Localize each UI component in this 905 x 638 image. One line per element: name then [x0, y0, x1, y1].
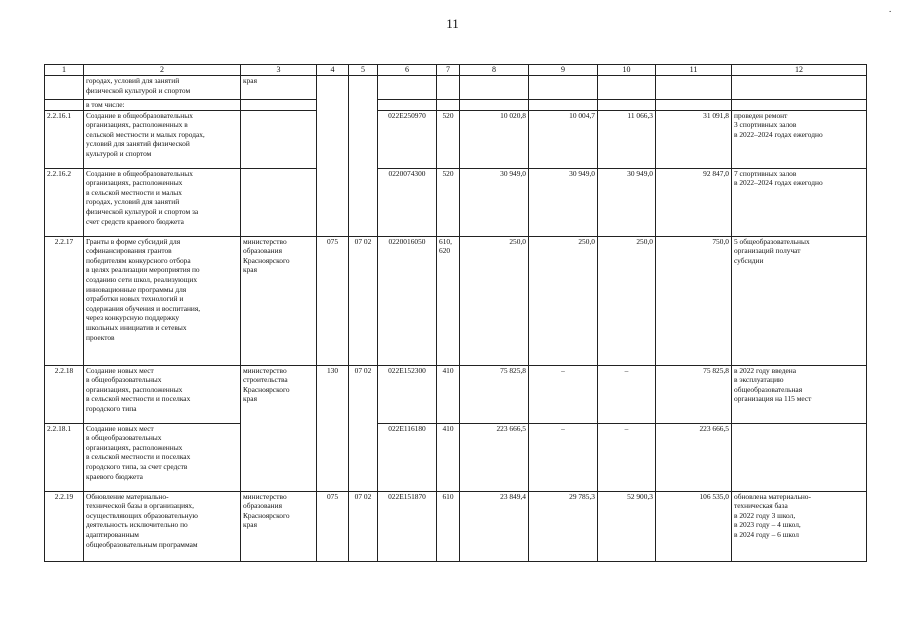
organization-cell: [241, 168, 317, 236]
col-header: 4: [317, 65, 349, 76]
expected-result: обновлена материально- техническая база в 2022 году 3 школ, в 2023 году – 4 школ, в 2024 году – 6 школ: [734, 491, 811, 539]
table-row: [45, 423, 867, 491]
result-cell: [732, 110, 867, 168]
rzpr-cell: [349, 76, 378, 237]
measure-name-cell: [84, 100, 241, 111]
organization-cell: [241, 365, 317, 491]
measure-name: Создание в общеобразовательных организациях, расположенных в сельской местности и малых городах, условий для занятий физической культурой и спортом: [86, 110, 205, 158]
amount-total-cell: 75 825,8: [656, 365, 732, 423]
col-header: 5: [349, 65, 378, 76]
amount-2024-cell: 11 066,3: [598, 110, 656, 168]
row-number-cell: 2.2.19: [45, 491, 84, 561]
amount-2023-cell: –: [529, 423, 598, 491]
amount-cell: [656, 100, 732, 111]
organization-name: министерство строительства Красноярского края: [243, 365, 290, 404]
csr-cell: [378, 100, 437, 111]
amount-cell: [598, 76, 656, 100]
col-header: 12: [732, 65, 867, 76]
col-header: 7: [437, 65, 460, 76]
vr-cell: 410: [437, 365, 460, 423]
measure-name-cell: [84, 491, 241, 561]
csr-cell: 0220016050: [378, 236, 437, 365]
result-cell: [732, 100, 867, 111]
organization-cell: [241, 76, 317, 100]
row-number-cell: 2.2.17: [45, 236, 84, 365]
vr-cell: 520: [437, 110, 460, 168]
result-cell: [732, 365, 867, 423]
col-header: 6: [378, 65, 437, 76]
measure-name: Создание в общеобразовательных организациях, расположенных в сельской местности и малых городах, условий для занятий физической культурой и спортом за счет средств краевого бюджета: [86, 168, 199, 226]
column-number-row: [45, 65, 867, 76]
continuation-row: [45, 76, 867, 100]
csr-cell: 022E250970: [378, 110, 437, 168]
amount-2022-cell: 250,0: [460, 236, 529, 365]
amount-cell: [529, 100, 598, 111]
amount-cell: [598, 100, 656, 111]
result-cell: [732, 236, 867, 365]
measure-name-cell: [84, 236, 241, 365]
amount-2022-cell: 75 825,8: [460, 365, 529, 423]
program-measures-table: [44, 64, 867, 562]
table-row: [45, 491, 867, 561]
amount-2023-cell: –: [529, 365, 598, 423]
col-header: 3: [241, 65, 317, 76]
page-number: 11: [446, 16, 459, 31]
expected-result: в 2022 году введена в эксплуатацию общеобразовательная организация на 115 мест: [734, 365, 812, 404]
col-header: 1: [45, 65, 84, 76]
organization-cell: [241, 110, 317, 168]
amount-2024-cell: 30 949,0: [598, 168, 656, 236]
row-number-cell: 2.2.18.1: [45, 423, 84, 491]
vr-cell: 410: [437, 423, 460, 491]
rzpr-cell: 07 02: [349, 365, 378, 491]
amount-2023-cell: 30 949,0: [529, 168, 598, 236]
measure-name: Гранты в форме субсидий для софинансирования грантов победителям конкурсного отбора в целях реализации мероприятия по созданию сети школ, реализующих инновационные программы для отработки новых технологий и содержания обучения и воспитания, через конкурсную поддержку школьных инициатив и сетевых проектов: [86, 236, 201, 342]
expected-result: проведен ремонт 3 спортивных залов в 2022–2024 годах ежегодно: [734, 110, 823, 139]
table-row: [45, 365, 867, 423]
measure-name-cell: [84, 365, 241, 423]
organization-cell: [241, 491, 317, 561]
vr-cell: [437, 76, 460, 100]
vr-value: 610, 620: [439, 236, 452, 256]
grbs-cell: 075: [317, 491, 349, 561]
col-header: 11: [656, 65, 732, 76]
csr-cell: 022E151870: [378, 491, 437, 561]
row-number-cell: 2.2.16.1: [45, 110, 84, 168]
amount-2024-cell: 250,0: [598, 236, 656, 365]
amount-2023-cell: 29 785,3: [529, 491, 598, 561]
csr-cell: 022E152300: [378, 365, 437, 423]
amount-2023-cell: 250,0: [529, 236, 598, 365]
amount-cell: [529, 76, 598, 100]
amount-2022-cell: 223 666,5: [460, 423, 529, 491]
measure-name-cell: [84, 168, 241, 236]
measure-name: городах, условий для занятий физической культурой и спортом: [86, 76, 191, 95]
measure-name-cell: [84, 76, 241, 100]
in-that-number-label: в том числе:: [86, 100, 125, 109]
scan-speck: .: [889, 4, 892, 14]
vr-cell: [437, 100, 460, 111]
measure-name-cell: [84, 110, 241, 168]
grbs-cell: 075: [317, 236, 349, 365]
col-header: 10: [598, 65, 656, 76]
row-number-cell: 2.2.16.2: [45, 168, 84, 236]
csr-cell: 0220074300: [378, 168, 437, 236]
amount-cell: [460, 100, 529, 111]
in-that-number-row: [45, 100, 867, 111]
amount-total-cell: 31 091,8: [656, 110, 732, 168]
csr-cell: 022E116180: [378, 423, 437, 491]
organization-name: края: [243, 76, 257, 85]
organization-name: министерство образования Красноярского края: [243, 236, 290, 275]
vr-cell: [437, 236, 460, 365]
vr-cell: 610: [437, 491, 460, 561]
organization-cell: [241, 236, 317, 365]
amount-2024-cell: –: [598, 365, 656, 423]
vr-cell: 520: [437, 168, 460, 236]
measure-name: Создание новых мест в общеобразовательных организациях, расположенных в сельской местности и поселках городского типа: [86, 365, 191, 413]
col-header: 2: [84, 65, 241, 76]
amount-cell: [656, 76, 732, 100]
csr-cell: [378, 76, 437, 100]
amount-2022-cell: 30 949,0: [460, 168, 529, 236]
result-cell: [732, 76, 867, 100]
result-cell: [732, 168, 867, 236]
amount-2024-cell: –: [598, 423, 656, 491]
organization-name: министерство образования Красноярского края: [243, 491, 290, 530]
expected-result: 7 спортивных залов в 2022–2024 годах ежегодно: [734, 168, 823, 188]
amount-total-cell: 223 666,5: [656, 423, 732, 491]
grbs-cell: [317, 76, 349, 237]
result-cell: [732, 423, 867, 491]
table-row: [45, 110, 867, 168]
result-cell: [732, 491, 867, 561]
row-number-cell: [45, 100, 84, 111]
amount-2022-cell: 23 849,4: [460, 491, 529, 561]
amount-2022-cell: 10 020,8: [460, 110, 529, 168]
rzpr-cell: 07 02: [349, 236, 378, 365]
measure-name-cell: [84, 423, 241, 491]
amount-total-cell: 92 847,0: [656, 168, 732, 236]
amount-cell: [460, 76, 529, 100]
table-row: [45, 168, 867, 236]
organization-cell: [241, 100, 317, 111]
col-header: 8: [460, 65, 529, 76]
amount-2024-cell: 52 900,3: [598, 491, 656, 561]
measure-name: Обновление материально- технической базы в организациях, осуществляющих образовательную деятельность исключительно по адаптированным общеобразовательным программам: [86, 491, 198, 549]
row-number-cell: [45, 76, 84, 100]
row-number-cell: 2.2.18: [45, 365, 84, 423]
table-row: [45, 236, 867, 365]
expected-result: 5 общеобразовательных организаций получат субсидии: [734, 236, 810, 265]
grbs-cell: 130: [317, 365, 349, 491]
amount-2023-cell: 10 004,7: [529, 110, 598, 168]
amount-total-cell: 106 535,0: [656, 491, 732, 561]
col-header: 9: [529, 65, 598, 76]
amount-total-cell: 750,0: [656, 236, 732, 365]
measure-name: Создание новых мест в общеобразовательных организациях, расположенных в сельской местности и поселках городского типа, за счет средств краевого бюджета: [86, 423, 191, 481]
rzpr-cell: 07 02: [349, 491, 378, 561]
